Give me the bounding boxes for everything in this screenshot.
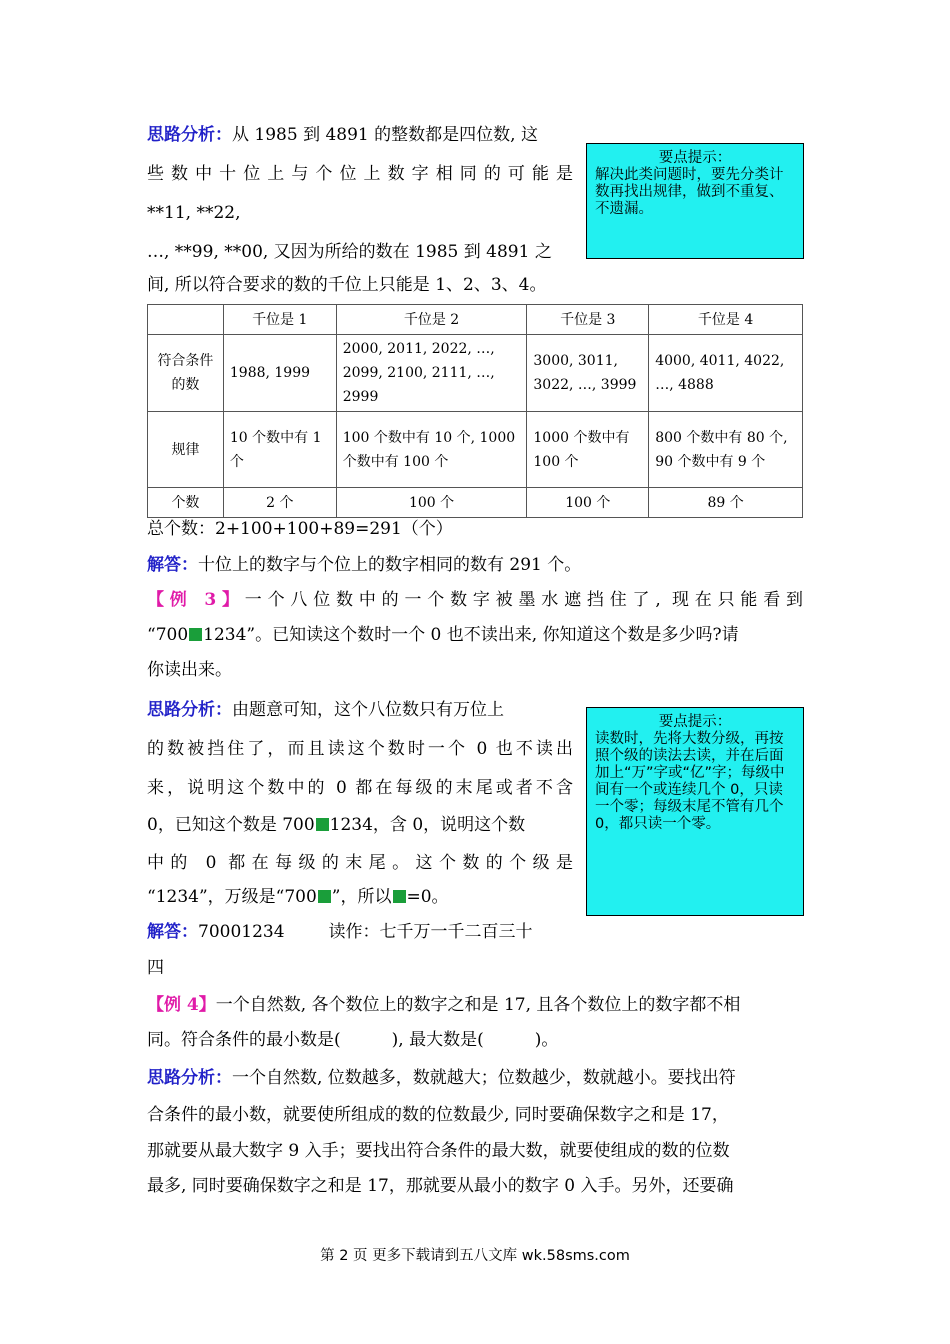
analysis-label: 思路分析： <box>147 1068 232 1088</box>
analysis-line: 思路分析：由题意可知，这个八位数只有万位上 <box>147 700 504 720</box>
table-row <box>148 305 803 335</box>
page-footer: 第 2 页 更多下载请到五八文库 wk.58sms.com <box>320 1248 630 1264</box>
table-cell: 2 个 <box>223 488 336 518</box>
analysis-line: 的数被挡住了，而且读这个数时一个 0 也不读出 <box>147 739 573 759</box>
analysis-line: 思路分析：一个自然数, 位数越多，数就越大；位数越少，数就越小。要找出符 <box>147 1068 736 1088</box>
analysis-line: 些数中十位上与个位上数字相同的可能是 <box>147 164 573 184</box>
table-cell: 符合条件的数 <box>148 335 224 412</box>
analysis-line: 合条件的最小数，就要使所组成的数的位数最少, 同时要确保数字之和是 17， <box>147 1105 729 1125</box>
example-line: “700 1234”。已知读这个数时一个 0 也不读出来, 你知道这个数是多少吗?请 <box>147 625 739 645</box>
table-cell: 89 个 <box>649 488 803 518</box>
table-cell: 100 个数中有 10 个, 1000 个数中有 100 个 <box>336 412 527 488</box>
answer-line: 解答：70001234 读作：七千万一千二百三十 <box>147 922 533 942</box>
answer-label: 解答： <box>147 555 198 575</box>
analysis-line: 间, 所以符合要求的数的千位上只能是 1、2、3、4。 <box>147 275 547 295</box>
tip-body: 读数时，先将大数分级，再按照个级的读法去读，并在后面加上“万”字或“亿”字；每级中间有一个或连续几个 0，只读一个零；每级末尾不管有几个 0，都只读一个零。 <box>595 731 785 832</box>
analysis-line: 最多, 同时要确保数字之和是 17，那就要从最小的数字 0 入手。另外，还要确 <box>147 1176 734 1196</box>
table-header-cell <box>148 305 224 335</box>
table-row <box>148 488 803 518</box>
tip-box <box>586 707 804 916</box>
table-cell: 2000, 2011, 2022, …, 2099, 2100, 2111, …, 2999 <box>336 335 527 412</box>
example-line: 同。符合条件的最小数是( ), 最大数是( )。 <box>147 1030 559 1050</box>
analysis-line: …, **99, **00, 又因为所给的数在 1985 到 4891 之 <box>147 242 552 262</box>
example-label: 【例 4】 <box>147 995 216 1015</box>
table-cell: 800 个数中有 80 个, 90 个数中有 9 个 <box>649 412 803 488</box>
analysis-line: 那就要从最大数字 9 入手；要找出符合条件的最大数，就要使组成的数的位数 <box>147 1141 730 1161</box>
tip-body: 解决此类问题时，要先分类计数再找出规律，做到不重复、不遗漏。 <box>595 167 784 217</box>
answer-line: 四 <box>147 958 164 978</box>
table-cell: 个数 <box>148 488 224 518</box>
example-line: 【例 3】一个八位数中的一个数字被墨水遮挡住了, 现在只能看到 <box>147 590 803 610</box>
table-header-cell: 千位是 3 <box>527 305 649 335</box>
table-row <box>148 412 803 488</box>
ink-blot-icon <box>318 890 331 903</box>
analysis-line: 思路分析：从 1985 到 4891 的整数都是四位数, 这 <box>147 125 538 145</box>
answer-line: 解答：十位上的数字与个位上的数字相同的数有 291 个。 <box>147 555 582 575</box>
analysis-line: 来，说明这个数中的 0 都在每级的末尾或者不含 <box>147 778 573 798</box>
total-line: 总个数：2+100+100+89=291（个） <box>147 519 453 539</box>
ink-blot-icon <box>316 818 329 831</box>
answer-label: 解答： <box>147 922 198 942</box>
count-table <box>147 304 803 518</box>
tip-title: 要点提示： <box>658 714 732 730</box>
example-label: 【例 3】 <box>147 590 245 610</box>
analysis-label: 思路分析： <box>147 125 232 145</box>
table-cell: 4000, 4011, 4022, …, 4888 <box>649 335 803 412</box>
analysis-line: **11, **22, <box>147 203 241 223</box>
table-cell: 规律 <box>148 412 224 488</box>
table-header-cell: 千位是 2 <box>336 305 527 335</box>
tip-box <box>586 143 804 259</box>
table-header-cell: 千位是 4 <box>649 305 803 335</box>
table-row <box>148 335 803 412</box>
table-cell: 3000, 3011, 3022, …, 3999 <box>527 335 649 412</box>
analysis-line: 中的 0 都在每级的末尾。这个数的个级是 <box>147 853 573 873</box>
analysis-line: 0，已知这个数是 700 1234，含 0，说明这个数 <box>147 815 526 835</box>
table-cell: 1988, 1999 <box>223 335 336 412</box>
table-cell: 1000 个数中有 100 个 <box>527 412 649 488</box>
table-cell: 100 个 <box>527 488 649 518</box>
table-cell: 100 个 <box>336 488 527 518</box>
table-cell: 10 个数中有 1 个 <box>223 412 336 488</box>
analysis-label: 思路分析： <box>147 700 232 720</box>
example-line: 【例 4】一个自然数, 各个数位上的数字之和是 17, 且各个数位上的数字都不相 <box>147 995 741 1015</box>
tip-title: 要点提示： <box>658 150 732 166</box>
ink-blot-icon <box>393 890 406 903</box>
analysis-line: “1234”，万级是“700 ”，所以 =0。 <box>147 887 449 907</box>
table-header-cell: 千位是 1 <box>223 305 336 335</box>
ink-blot-icon <box>189 628 202 641</box>
example-line: 你读出来。 <box>147 660 232 680</box>
